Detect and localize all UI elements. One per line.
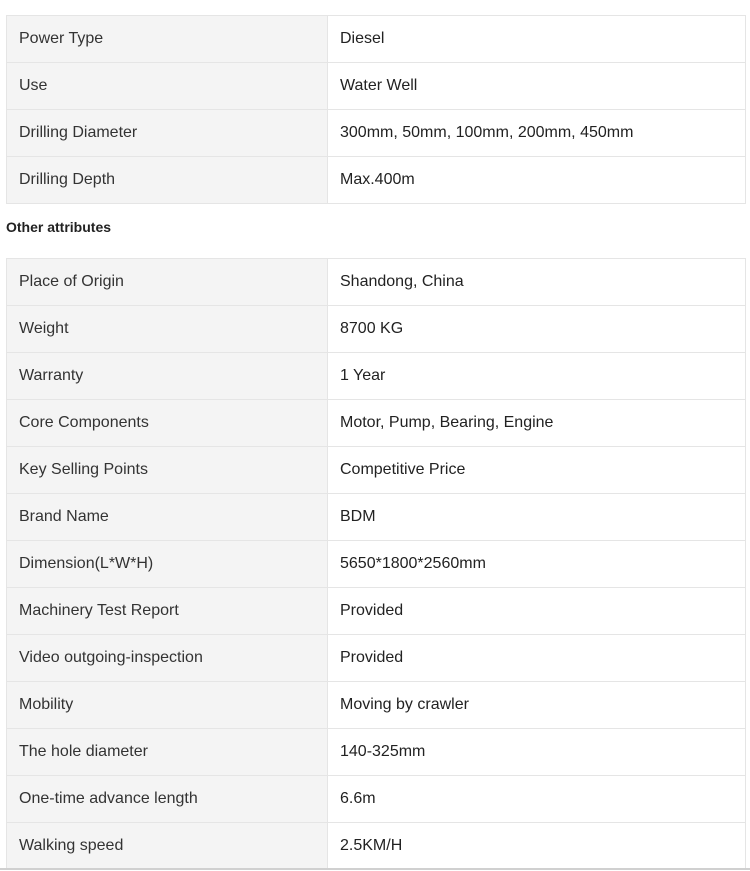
table-row — [7, 823, 746, 870]
attribute-label: Brand Name — [7, 494, 328, 541]
table-row — [7, 110, 746, 157]
table-row — [7, 16, 746, 63]
table-row — [7, 157, 746, 204]
table-row — [7, 447, 746, 494]
table-row — [7, 682, 746, 729]
table-row — [7, 400, 746, 447]
attribute-label: Use — [7, 63, 328, 110]
attribute-label: Core Components — [7, 400, 328, 447]
attribute-value: 2.5KM/H — [328, 823, 746, 870]
attribute-value: Max.400m — [328, 157, 746, 204]
attribute-label: Video outgoing-inspection — [7, 635, 328, 682]
table-row — [7, 63, 746, 110]
attribute-label: Weight — [7, 306, 328, 353]
attribute-value: Water Well — [328, 63, 746, 110]
attribute-value: Moving by crawler — [328, 682, 746, 729]
bottom-divider — [0, 868, 750, 870]
table-row — [7, 541, 746, 588]
table-row — [7, 259, 746, 306]
table-row — [7, 729, 746, 776]
attribute-label: Warranty — [7, 353, 328, 400]
main-attributes-table — [6, 15, 746, 204]
attribute-value: Shandong, China — [328, 259, 746, 306]
table-row — [7, 588, 746, 635]
table-row — [7, 635, 746, 682]
attribute-label: Power Type — [7, 16, 328, 63]
other-attributes-table — [6, 258, 746, 870]
attribute-label: Walking speed — [7, 823, 328, 870]
attribute-value: 140-325mm — [328, 729, 746, 776]
attribute-label: The hole diameter — [7, 729, 328, 776]
table-row — [7, 776, 746, 823]
attribute-label: Dimension(L*W*H) — [7, 541, 328, 588]
other-attributes-heading: Other attributes — [6, 219, 112, 235]
attribute-value: Competitive Price — [328, 447, 746, 494]
attribute-value: 1 Year — [328, 353, 746, 400]
attribute-label: Mobility — [7, 682, 328, 729]
table-row — [7, 353, 746, 400]
attribute-value: BDM — [328, 494, 746, 541]
attribute-value: Provided — [328, 588, 746, 635]
table-row — [7, 306, 746, 353]
attribute-value: Motor, Pump, Bearing, Engine — [328, 400, 746, 447]
table-row — [7, 494, 746, 541]
attribute-label: Machinery Test Report — [7, 588, 328, 635]
attribute-value: 8700 KG — [328, 306, 746, 353]
attribute-value: 5650*1800*2560mm — [328, 541, 746, 588]
attribute-value: 300mm, 50mm, 100mm, 200mm, 450mm — [328, 110, 746, 157]
attribute-value: Diesel — [328, 16, 746, 63]
attribute-label: One-time advance length — [7, 776, 328, 823]
attribute-label: Key Selling Points — [7, 447, 328, 494]
attribute-label: Place of Origin — [7, 259, 328, 306]
attribute-label: Drilling Diameter — [7, 110, 328, 157]
attribute-value: Provided — [328, 635, 746, 682]
attribute-label: Drilling Depth — [7, 157, 328, 204]
attribute-value: 6.6m — [328, 776, 746, 823]
